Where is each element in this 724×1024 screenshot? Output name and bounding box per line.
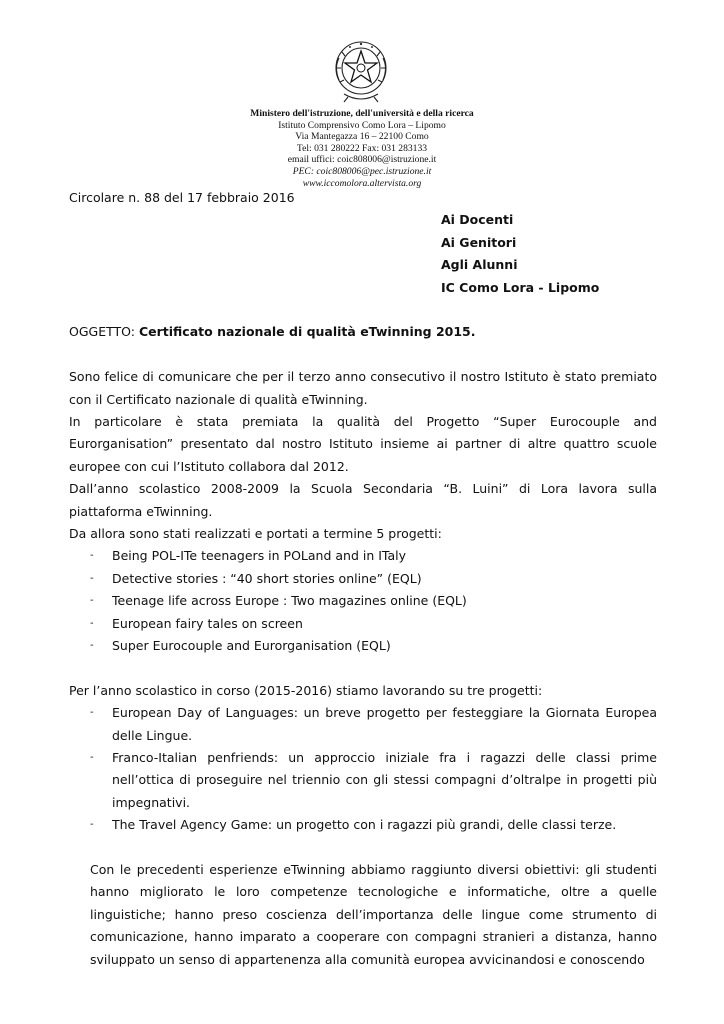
recipients-block	[441, 209, 657, 299]
list-item	[69, 568, 657, 590]
list-item-text: European Day of Languages: un breve progetto per festeggiare la Giornata Europea delle Lingue.	[112, 705, 657, 743]
list-item	[69, 814, 657, 836]
school-pec[interactable]: PEC: coic808006@pec.istruzione.it	[292, 165, 432, 177]
dash-bullet: -	[90, 550, 94, 562]
paragraph: Sono felice di comunicare che per il terzo anno consecutivo il nostro Istituto è stato premiato con il Certificato nazionale di qualità eTwinning.	[69, 369, 657, 407]
list-item	[69, 702, 657, 747]
school-phones: Tel: 031 280222 Fax: 031 283133	[296, 142, 428, 154]
list-item-text: Franco-Italian penfriends: un approccio iniziale fra i ragazzi delle classi prime nell’ottica di proseguire nel triennio con gli stessi compagni d’oltralpe in progetti più impegnativi.	[112, 750, 657, 810]
recipient: IC Como Lora - Lipomo	[441, 279, 600, 295]
list-item-text: European fairy tales on screen	[112, 615, 303, 631]
dash-bullet: -	[90, 572, 94, 584]
recipient: Ai Genitori	[441, 234, 517, 250]
school-email[interactable]: email uffici: coic808006@istruzione.it	[287, 154, 437, 166]
dash-bullet: -	[90, 640, 94, 652]
list-item	[69, 747, 657, 814]
list-item-text: Super Eurocouple and Eurorganisation (EQL)	[112, 638, 391, 654]
italian-republic-emblem-icon	[330, 38, 392, 104]
dash-bullet: -	[90, 819, 94, 831]
list-item-text: Being POL-ITe teenagers in POLand and in ITaly	[112, 548, 407, 564]
dash-bullet: -	[90, 707, 94, 719]
dash-bullet: -	[90, 595, 94, 607]
document-body	[69, 187, 657, 971]
closing-paragraph: Con le precedenti esperienze eTwinning abbiamo raggiunto diversi obiettivi: gli studenti hanno migliorato le loro competenze tecnologiche e informatiche, oltre a quelle linguistiche; hanno preso coscienza dell’importanza delle lingue come strumento di comunicazione, hanno imparato a cooperare con compagni stranieri a distanza, hanno sviluppato un senso di appartenenza alla comunità europea avvicinandosi e conoscendo	[90, 862, 657, 967]
list-item	[69, 545, 657, 567]
dash-bullet: -	[90, 617, 94, 629]
circular-number: Circolare n. 88 del 17 febbraio 2016	[69, 190, 295, 205]
recipient: Agli Alunni	[441, 257, 518, 273]
list-item-text: Teenage life across Europe : Two magazines online (EQL)	[112, 593, 467, 609]
paragraph: In particolare è stata premiata la qualità del Progetto “Super Eurocouple and Eurorganisation” presentato dal nostro Istituto insieme ai partner di altre quattro scuole europee con cui l’Istituto collabora dal 2012.	[69, 413, 657, 474]
list-item-text: The Travel Agency Game: un progetto con i ragazzi più grandi, delle classi terze.	[112, 817, 617, 833]
list-item	[69, 635, 657, 657]
recipient: Ai Docenti	[441, 212, 514, 228]
list-item	[69, 613, 657, 635]
subject-line	[69, 321, 657, 343]
list-item-text: Detective stories : “40 short stories online” (EQL)	[112, 570, 422, 586]
list-item	[69, 590, 657, 612]
past-projects-list	[69, 545, 657, 657]
subject-text: Certificato nazionale di qualità eTwinning 2015.	[138, 324, 476, 340]
school-name: Istituto Comprensivo Como Lora – Lipomo	[278, 119, 446, 131]
school-website[interactable]: www.iccomolora.altervista.org	[302, 177, 422, 189]
letterhead	[160, 108, 564, 189]
ministry-name: Ministero dell'istruzione, dell'università e della ricerca	[250, 108, 474, 119]
dash-bullet: -	[90, 752, 94, 764]
current-projects-intro: Per l’anno scolastico in corso (2015-2016) stiamo lavorando su tre progetti:	[69, 682, 543, 698]
paragraph: Da allora sono stati realizzati e portati a termine 5 progetti:	[69, 526, 442, 541]
current-projects-list	[69, 702, 657, 836]
school-address: Via Mantegazza 16 – 22100 Como	[295, 131, 429, 143]
subject-label: OGGETTO:	[69, 324, 139, 340]
paragraph: Dall’anno scolastico 2008-2009 la Scuola Secondaria “B. Luini” di Lora lavora sulla piattaforma eTwinning.	[69, 481, 657, 519]
